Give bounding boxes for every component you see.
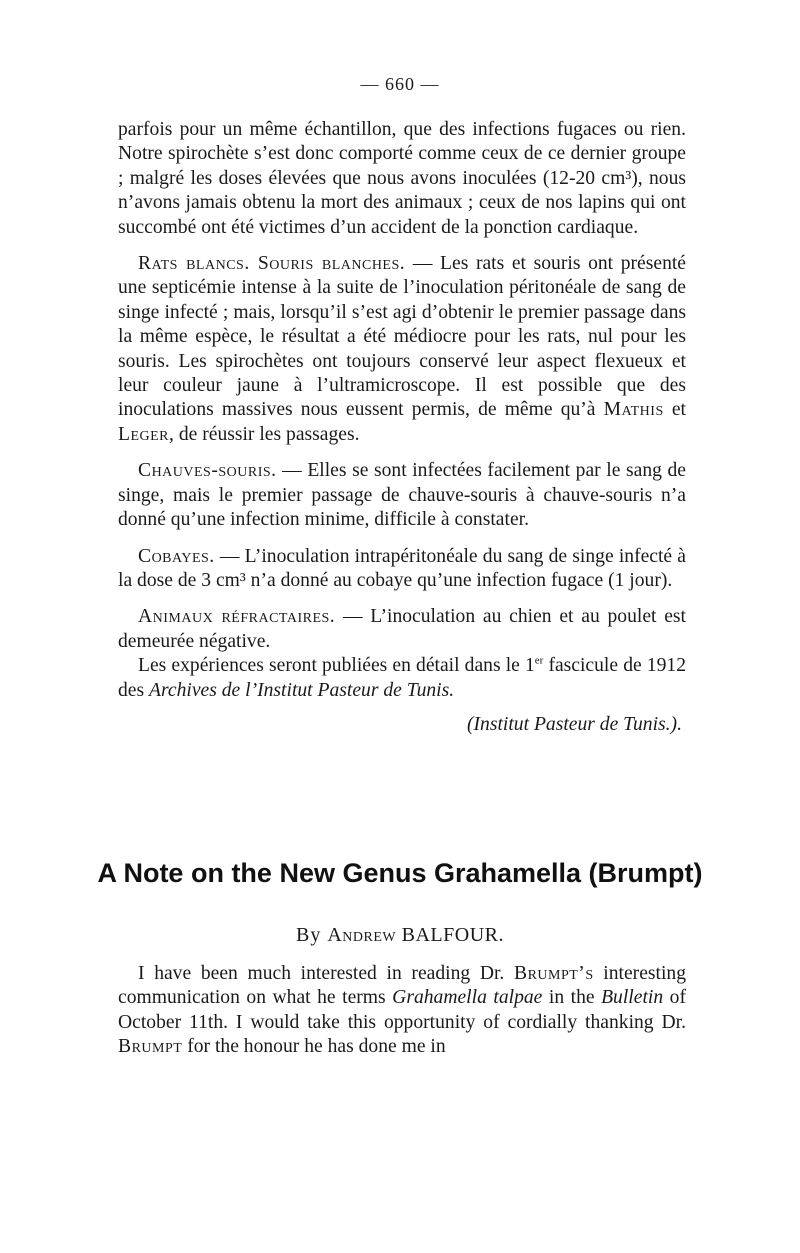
bulletin-title: Bulletin <box>601 987 664 1009</box>
author-name-leger: Leger <box>118 423 170 445</box>
section-heading-cobayes: Cobayes. <box>138 545 215 567</box>
paragraph-text: fascicule de 1912 des <box>118 655 686 701</box>
signature-affiliation: (Institut Pasteur de Tunis.). <box>467 713 682 735</box>
byline-prefix: By <box>296 924 328 946</box>
paragraph-rats-souris <box>118 252 686 447</box>
author-name-brumpt-possessive: Brumpt’s <box>514 963 594 984</box>
section-heading-rats: Rats blancs. Souris blanches. <box>138 253 406 275</box>
paragraph-cobayes <box>118 545 686 594</box>
paragraph-text: Les expériences seront publiées en détail dans le 1 <box>138 655 535 677</box>
paragraph-text: — L’inoculation au chien et au poulet est demeurée négative. <box>118 606 686 652</box>
paragraph-text: interesting communication on what he terms <box>118 963 686 1009</box>
paragraph-text: I have been much interested in reading Dr. <box>138 963 514 984</box>
article-body-grahamella <box>118 962 686 1060</box>
paragraph-publication <box>118 654 686 703</box>
paragraph-text: et <box>663 399 686 421</box>
paragraph-animaux-refractaires <box>118 605 686 654</box>
article-body-previous <box>118 118 686 737</box>
article-title: A Note on the New Genus Grahamella (Brumpt) <box>97 858 703 888</box>
section-heading-chauves-souris: Chauves-souris. <box>138 460 277 482</box>
author-name: Andrew BALFOUR. <box>327 924 504 946</box>
author-name-mathis: Mathis <box>603 399 664 421</box>
paragraph-text: — L’inoculation intrapéritonéale du sang de singe infecté à la dose de 3 cm³ n’a donné au cobaye qu’une infection fugace (1 jour). <box>118 545 686 591</box>
species-name: Grahamella talpae <box>392 987 543 1009</box>
paragraph-text: — Elles se sont infectées facilement par le sang de singe, mais le premier passage de chauve-souris à chauve-souris n’a donné qu’une infection minime, difficile à constater. <box>118 460 686 531</box>
paragraph-text: for the honour he has done me in <box>182 1036 446 1058</box>
byline <box>0 924 800 947</box>
paragraph-text: of October 11th. I would take this opportunity of cordially thanking Dr. <box>118 987 686 1033</box>
paragraph-continuation: parfois pour un même échantillon, que des infections fugaces ou rien. Notre spirochète s’est donc comporté comme ceux de ce dernier groupe ; malgré les doses élevées que nous avons inoculées (12-20 cm³), nous n’avons jamais obtenu la mort des animaux ; ceux de nos lapins qui ont succombé ont été victimes d’un accident de la ponction cardiaque. <box>118 119 686 238</box>
paragraph-text: , de réussir les passages. <box>169 423 360 445</box>
paragraph-intro <box>118 962 686 1060</box>
paragraph-chauves-souris <box>118 459 686 532</box>
ordinal-superscript: er <box>534 654 544 667</box>
author-name-brumpt: Brumpt <box>118 1036 183 1058</box>
page-number: — 660 — <box>360 74 440 94</box>
journal-title: Archives de l’Institut Pasteur de Tunis. <box>149 679 455 701</box>
paragraph-text: in the <box>542 987 602 1009</box>
paragraph-text: — Les rats et souris ont présenté une septicémie intense à la suite de l’inoculation péritonéale de sang de singe infecté ; mais, lorsqu’il s’est agi d’obtenir le premier passage dans la même espèce, le résultat a été médiocre pour les rats, nul pour les souris. Les spirochètes ont toujours conservé leur aspect flexueux et leur couleur jaune à l’ultramicroscope. Il est possible que des inoculations massives nous eussent permis, de même qu’à <box>118 253 687 421</box>
section-heading-animaux: Animaux réfractaires. <box>138 606 336 628</box>
